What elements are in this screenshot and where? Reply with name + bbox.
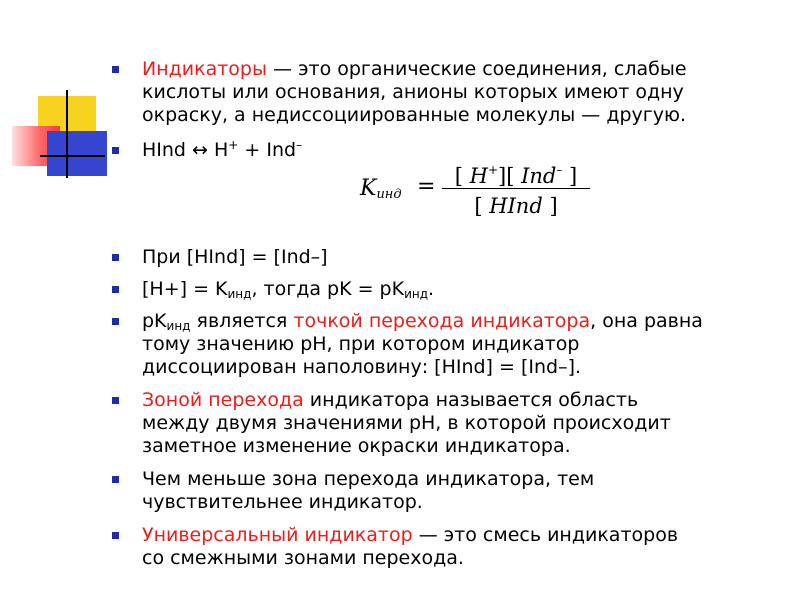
dissociation-constant-formula bbox=[112, 162, 732, 246]
pk-label: pK bbox=[142, 310, 167, 332]
bullet-equilibrium bbox=[112, 139, 732, 162]
eq-right: + Ind bbox=[238, 139, 297, 161]
bullet-sensitivity bbox=[112, 468, 642, 514]
pk-relation-sub1: инд bbox=[227, 287, 252, 301]
formula-fraction bbox=[442, 154, 590, 221]
bullet-icon bbox=[112, 286, 119, 293]
term-indicators: Индикаторы bbox=[142, 58, 267, 80]
formula-k bbox=[360, 177, 402, 200]
formula-k-letter: K bbox=[360, 176, 377, 201]
equal-concentrations-text: При [HInd] = [Ind–] bbox=[142, 246, 328, 268]
bullet-universal-indicator bbox=[112, 524, 702, 570]
num-open-bracket: [ bbox=[454, 164, 463, 188]
pk-relation-part1: [H+] = K bbox=[142, 278, 228, 300]
horizontal-line bbox=[40, 155, 105, 157]
universal-indicator-text: — это смесь индикаторов со смежными зонами перехода. bbox=[142, 524, 679, 569]
bullet-equal-concentrations bbox=[112, 246, 732, 269]
pk-relation-part3: . bbox=[428, 278, 435, 300]
pk-relation-part2: , тогда pK = pK bbox=[251, 278, 405, 300]
eq-h: H bbox=[207, 139, 229, 161]
transition-text-2: , она равна тому значению pH, при котором индикатор диссоциирован наполовину: [HInd] = [Ind–]. bbox=[142, 310, 703, 378]
num-mid-bracket: ][ bbox=[498, 164, 515, 188]
formula-denominator bbox=[442, 191, 590, 221]
den-open-bracket: [ bbox=[474, 194, 483, 218]
term-universal-indicator: Универсальный индикатор bbox=[142, 524, 413, 546]
bullet-icon bbox=[112, 66, 119, 73]
sensitivity-text: Чем меньше зона перехода индикатора, тем чувствительнее индикатор. bbox=[142, 468, 595, 513]
bullet-transition-point bbox=[112, 310, 722, 379]
bullet-icon bbox=[112, 476, 119, 483]
num-ind: Ind bbox=[521, 164, 557, 188]
bullet-icon bbox=[112, 254, 119, 261]
pk-sub: инд bbox=[166, 319, 191, 333]
decorative-logo bbox=[0, 0, 120, 190]
formula-numerator bbox=[442, 154, 590, 186]
bullet-pk-relation bbox=[112, 278, 732, 301]
den-hind: HInd bbox=[489, 194, 543, 218]
den-close-bracket: ] bbox=[549, 194, 558, 218]
bullet-indicators-definition bbox=[112, 58, 702, 127]
bullet-transition-zone bbox=[112, 389, 692, 458]
double-arrow-icon: ↔ bbox=[192, 139, 208, 161]
eq-minus-charge: – bbox=[296, 138, 303, 152]
term-transition-point: точкой перехода индикатора bbox=[293, 310, 591, 332]
num-plus-charge: + bbox=[487, 163, 499, 177]
formula-k-sub: инд bbox=[376, 187, 402, 202]
bullet-icon bbox=[112, 318, 119, 325]
transition-zone-text: индикатора называется область между двумя значениями pH, в которой происходит заметное изменение окраски индикатора. bbox=[142, 389, 671, 457]
bullet-icon bbox=[112, 147, 119, 154]
bullet-icon bbox=[112, 397, 119, 404]
fraction-bar bbox=[442, 188, 590, 189]
vertical-line bbox=[66, 90, 68, 178]
blue-square bbox=[47, 131, 107, 176]
eq-left: HInd bbox=[142, 139, 193, 161]
num-close-bracket: ] bbox=[569, 164, 578, 188]
pk-relation-sub2: инд bbox=[404, 287, 429, 301]
num-h: H bbox=[469, 164, 488, 188]
slide-content bbox=[112, 58, 732, 570]
bullet-icon bbox=[112, 532, 119, 539]
formula-equals: = bbox=[417, 174, 436, 199]
eq-plus-charge: + bbox=[228, 138, 239, 152]
definition-text: — это органические соединения, слабые кислоты или основания, анионы которых имеют одну окраску, а недиссоциированные молекулы — другую. bbox=[142, 58, 687, 126]
num-minus-charge: – bbox=[556, 163, 563, 177]
transition-text-1: является bbox=[190, 310, 294, 332]
term-transition-zone: Зоной перехода bbox=[142, 389, 304, 411]
